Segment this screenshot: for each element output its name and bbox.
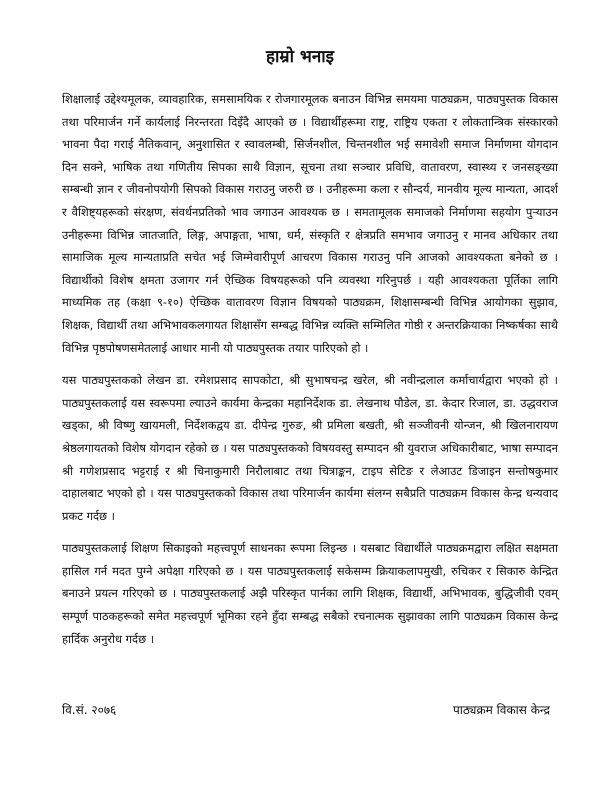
issuing-organization: पाठ्यक्रम विकास केन्द्र (452, 703, 550, 717)
document-body (62, 88, 558, 660)
paragraph-closing: पाठ्यपुस्तकलाई शिक्षण सिकाइको महत्त्वपूर्ण साधनका रूपमा लिइन्छ । यसबाट विद्यार्थीले पाठ्यक्रमद्वारा लक्षित सक्षमता हासिल गर्न मदत पुग्ने अपेक्षा गरिएको छ । यस पाठ्यपुस्तकलाई सकेसम्म क्रियाकलापमुखी, रुचिकर र सिकारु केन्द्रित बनाउने प्रयत्न गरिएको छ । पाठ्यपुस्तकलाई अझै परिस्कृत पार्नका लागि शिक्षक, विद्यार्थी, अभिभावक, बुद्धिजीवी एवम् सम्पूर्ण पाठकहरूको समेत महत्त्वपूर्ण भूमिका रहने हुँदा सम्बद्ध सबैको रचनात्मक सुझावका लागि पाठ्यक्रम विकास केन्द्र हार्दिक अनुरोध गर्दछ । (62, 541, 558, 646)
paragraph-intro: शिक्षालाई उद्देश्यमूलक, व्यावहारिक, समसामयिक र रोजगारमूलक बनाउन विभिन्न समयमा पाठ्यक्रम, पाठ्यपुस्तक विकास तथा परिमार्जन गर्ने कार्यलाई निरन्तरता दिइँदै आएको छ । विद्यार्थीहरूमा राष्ट्र, राष्ट्रिय एकता र लोकतान्त्रिक संस्कारको भावना पैदा गराई नैतिकवान्, अनुशासित र स्वावलम्बी, सिर्जनशील, चिन्तनशील भई समावेशी समाज निर्माणमा योगदान दिन सक्ने, भाषिक तथा गणितीय सिपका साथै विज्ञान, सूचना तथा सञ्चार प्रविधि, वातावरण, स्वास्थ्य र जनसङ्ख्या सम्बन्धी ज्ञान र जीवनोपयोगी सिपको विकास गराउनु जरुरी छ । उनीहरूमा कला र सौन्दर्य, मानवीय मूल्य मान्यता, आदर्श र वैशिष्ट्यहरूको संरक्षण, संवर्धनप्रतिको भाव जगाउन आवश्यक छ । समतामूलक समाजको निर्माणमा सहयोग पुऱ्याउन उनीहरूमा विभिन्न जातजाति, लिङ्ग, अपाङ्गता, भाषा, धर्म, संस्कृति र क्षेत्रप्रति समभाव जगाउनु र मानव अधिकार तथा सामाजिक मूल्य मान्यताप्रति सचेत भई जिम्मेवारीपूर्ण आचरण विकास गराउनु पनि आजको आवश्यकता बनेको छ । विद्यार्थीको विशेष क्षमता उजागर गर्न ऐच्छिक विषयहरूको पनि व्यवस्था गरिनुपर्छ । यही आवश्यकता पूर्तिका लागि माध्यमिक तह (कक्षा ९-१०) ऐच्छिक वातावरण विज्ञान विषयको पाठ्यक्रम, शिक्षासम्बन्धी विभिन्न आयोगका सुझाव, शिक्षक, विद्यार्थी तथा अभिभावकलगायत शिक्षासँग सम्बद्ध विभिन्न व्यक्ति सम्मिलित गोष्ठी र अन्तरक्रियाका निष्कर्षका साथै विभिन्न पृष्ठपोषणसमेतलाई आधार मानी यो पाठ्यपुस्तक तयार पारिएको हो । (62, 92, 558, 355)
paragraph-acknowledgements: यस पाठ्यपुस्तकको लेखन डा. रमेशप्रसाद सापकोटा, श्री सुभाषचन्द्र खरेल, श्री नवीन्द्रलाल कर्माचार्यद्वारा भएको हो । पाठ्यपुस्तकलाई यस स्वरूपमा ल्याउने कार्यमा केन्द्रका महानिर्देशक डा. लेखनाथ पौडेल, डा. केदार रिजाल, डा. उद्धवराज खड्का, श्री विष्णु खायमली, निर्देशकद्वय डा. दीपेन्द्र गुरुङ, श्री प्रमिला बखती, श्री सञ्जीवनी योन्जन, श्री खिलनारायण श्रेष्ठलगायतको विशेष योगदान रहेको छ । यस पाठ्यपुस्तकको विषयवस्तु सम्पादन श्री युवराज अधिकारीबाट, भाषा सम्पादन श्री गणेशप्रसाद भट्टराई र श्री चिनाकुमारी निरौलाबाट तथा चित्राङ्कन, टाइप सेटिङ र लेआउट डिजाइन सन्तोषकुमार दाहालबाट भएको हो । यस पाठ्यपुस्तकको विकास तथा परिमार्जन कार्यमा संलग्न सबैप्रति पाठ्यक्रम विकास केन्द्र धन्यवाद प्रकट गर्दछ । (62, 373, 558, 523)
page-title: हाम्रो भनाइ (265, 47, 335, 67)
publication-date: वि.सं. २०७६ (62, 703, 117, 717)
signature-block (62, 701, 558, 721)
